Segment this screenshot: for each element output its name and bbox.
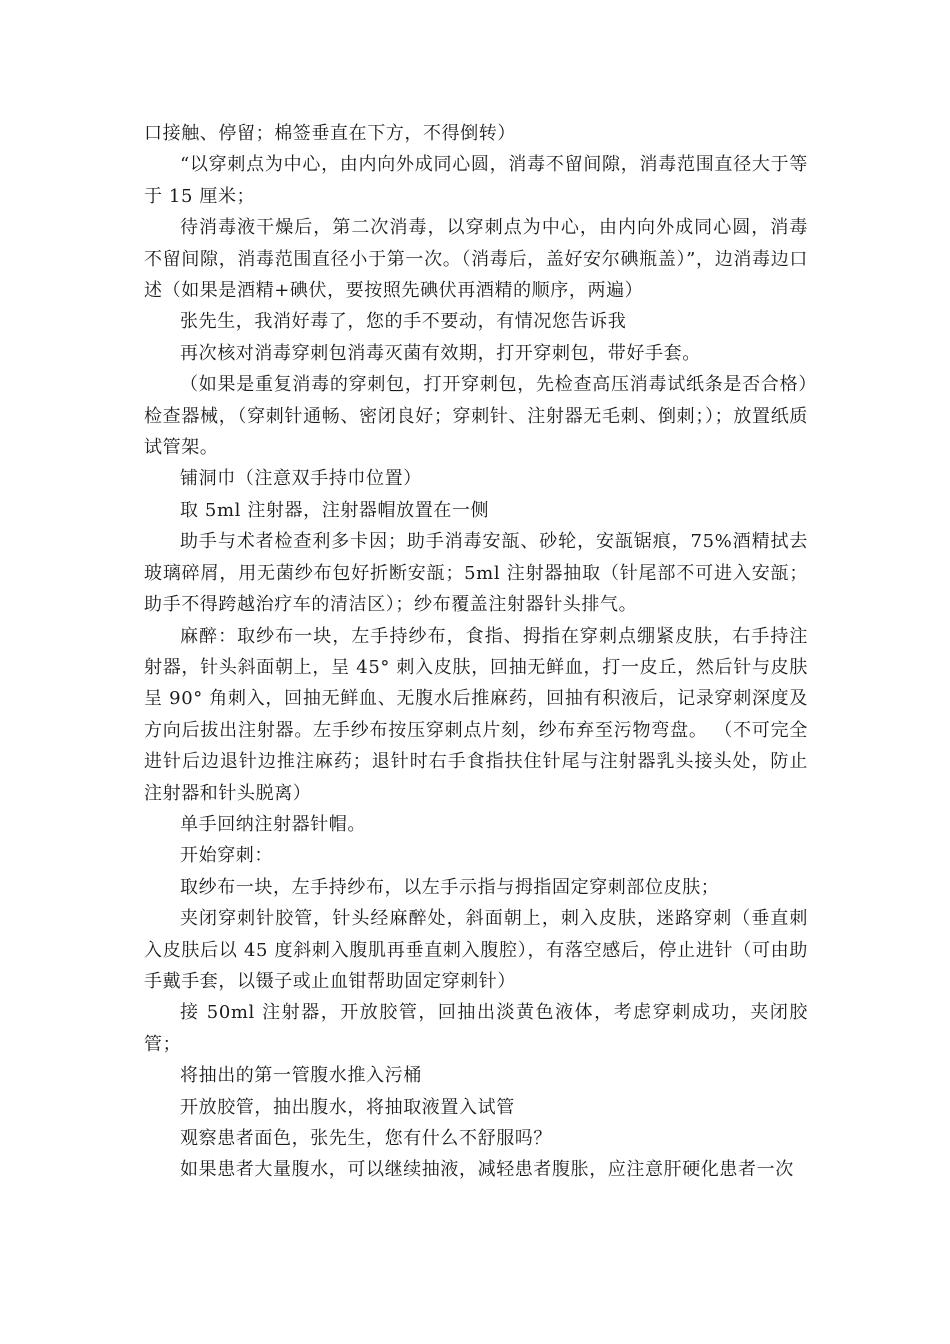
paragraph-1: 口接触、停留；棉签垂直在下方，不得倒转） [144, 123, 516, 144]
paragraph-6: （如果是重复消毒的穿刺包，打开穿刺包，先检查高压消毒试纸条是否合格）检查器械，（穿刺针通畅、密闭良好；穿刺针、注射器无毛刺、倒刺；）；放置纸质试管架。 [144, 374, 808, 459]
paragraph-10: 麻醉：取纱布一块，左手持纱布，食指、拇指在穿刺点绷紧皮肤，右手持注射器，针头斜面朝上，呈 45° 刺入皮肤，回抽无鲜血，打一皮丘，然后针与皮肤呈 90° 角刺入，回抽无鲜血、无腹水后推麻药，回抽有积液后，记录穿刺深度及方向后拔出注射器。左手纱布按压穿刺点片刻，纱布弃至污物弯盘。 （不可完全进针后边退针边推注麻药；退针时右手食指扶住针尾与注射器乳头接头处，防止注射器和针头脱离） [144, 625, 808, 804]
paragraph-5: 再次核对消毒穿刺包消毒灭菌有效期，打开穿刺包，带好手套。 [180, 342, 701, 364]
paragraph-9: 助手与术者检查利多卡因；助手消毒安瓿、砂轮，安瓿锯痕，75%酒精拭去玻璃碎屑，用无菌纱布包好折断安瓿；5ml 注射器抽取（针尾部不可进入安瓿；助手不得跨越治疗车的清洁区）；纱布覆盖注射器针头排气。 [144, 531, 808, 616]
paragraph-12: 开始穿刺： [180, 845, 273, 867]
paragraph-16: 将抽出的第一管腹水推入污桶 [180, 1065, 422, 1087]
paragraph-7: 铺洞巾（注意双手持巾位置） [180, 468, 422, 490]
paragraph-14: 夹闭穿刺针胶管，针头经麻醉处，斜面朝上，刺入皮肤，迷路穿刺（垂直刺入皮肤后以 45 度斜刺入腹肌再垂直刺入腹腔），有落空感后，停止进针（可由助手戴手套，以镊子或止血钳帮助固定穿刺针） [144, 908, 808, 992]
paragraph-4: 张先生，我消好毒了，您的手不要动，有情况您告诉我 [180, 311, 627, 333]
paragraph-15: 接 50ml 注射器，开放胶管，回抽出淡黄色液体，考虑穿刺成功，夹闭胶管； [144, 1002, 808, 1055]
paragraph-8: 取 5ml 注射器，注射器帽放置在一侧 [180, 499, 490, 521]
paragraph-17: 开放胶管，抽出腹水，将抽取液置入试管 [180, 1096, 515, 1118]
paragraph-19: 如果患者大量腹水，可以继续抽液，减轻患者腹胀，应注意肝硬化患者一次 [180, 1159, 794, 1181]
paragraph-3: 待消毒液干燥后，第二次消毒，以穿刺点为中心，由内向外成同心圆，消毒不留间隙，消毒范围直径小于第一次。（消毒后，盖好安尔碘瓶盖）”，边消毒边口述（如果是酒精+碘伏，要按照先碘伏再酒精的顺序，两遍） [144, 217, 808, 302]
paragraph-13: 取纱布一块，左手持纱布，以左手示指与拇指固定穿刺部位皮肤； [180, 876, 720, 898]
document-body [144, 118, 808, 1186]
paragraph-2: “以穿刺点为中心，由内向外成同心圆，消毒不留间隙，消毒范围直径大于等于 15 厘米； [144, 154, 808, 207]
paragraph-18: 观察患者面色，张先生，您有什么不舒服吗？ [180, 1128, 552, 1149]
paragraph-11: 单手回纳注射器针帽。 [180, 813, 366, 835]
